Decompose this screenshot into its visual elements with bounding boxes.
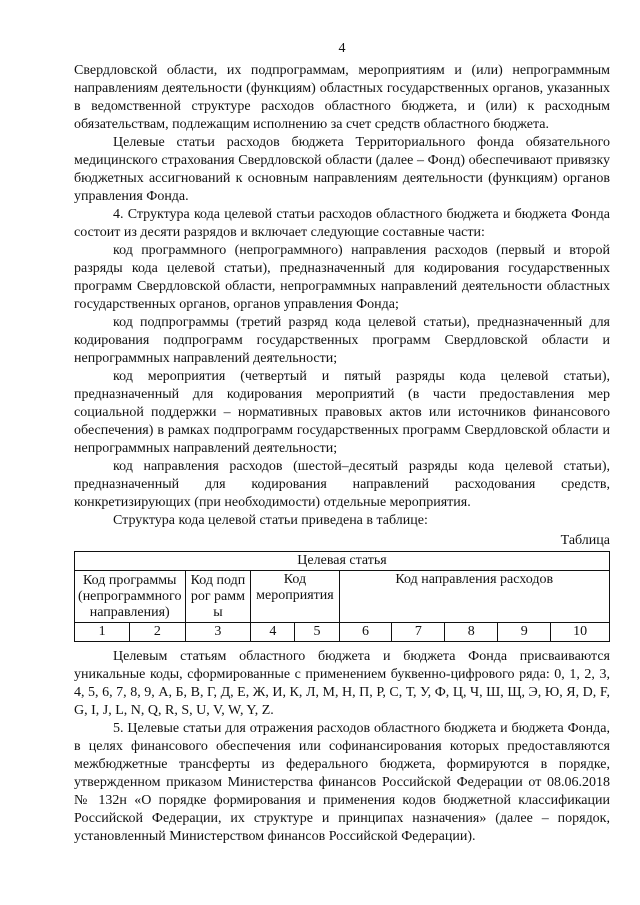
document-page <box>74 40 610 846</box>
paragraph-structure-intro: 4. Структура кода целевой статьи расходов областного бюджета и бюджета Фонда состоит из десяти разрядов и включает следующие составные части: <box>74 207 610 240</box>
paragraph-subprogram-code: код подпрограммы (третий разряд кода целевой статьи), предназначенный для кодирования подпрограмм государственных программ Свердловской области и непрограммных направлений деятельности; <box>74 315 610 366</box>
table-header-title: Целевая статья <box>75 552 610 571</box>
table-digit-cell: 3 <box>185 623 251 642</box>
paragraph-event-code: код мероприятия (четвертый и пятый разряды кода целевой статьи), предназначенный для кодирования мероприятий (в части предоставления мер социальной поддержки – нормативных правовых актов или источников финансового обеспечения) в рамках подпрограмм государственных программ Свердловской области и непрограммных направлений деятельности; <box>74 369 610 456</box>
table-digit-cell: 6 <box>339 623 392 642</box>
paragraph-table-intro: Структура кода целевой статьи приведена в таблице: <box>113 513 428 528</box>
paragraph-program-code: код программного (непрограммного) направления расходов (первый и второй разряды кода целевой статьи), предназначенный для кодирования государственных программ Свердловской области, непрограммных направлений деятельности областных государственных органов, органов управления Фонда; <box>74 243 610 312</box>
table-digit-cell: 10 <box>551 623 610 642</box>
table-digit-cell: 8 <box>445 623 498 642</box>
table-digit-cell: 1 <box>75 623 130 642</box>
paragraph-fund-target-articles: Целевые статьи расходов бюджета Территориального фонда обязательного медицинского страхования Свердловской области (далее – Фонд) обеспечивают привязку бюджетных ассигнований к основным направлениям деятельности (функциям) органов управления Фонда. <box>74 135 610 204</box>
table-group-program: Код программы (непрограммного направления) <box>75 571 186 623</box>
table-group-subprogram: Код подпрог раммы <box>185 571 251 623</box>
table-group-direction: Код направления расходов <box>339 571 609 623</box>
paragraph-unique-codes: Целевым статьям областного бюджета и бюджета Фонда присваиваются уникальные коды, сформированные с применением буквенно-цифрового ряда: 0, 1, 2, 3, 4, 5, 6, 7, 8, 9, А, Б, В, Г, Д, Е, Ж, И, К, Л, М, Н, П, Р, С, Т, У, Ф, Ц, Ч, Ш, Щ, Э, Ю, Я, D, F, G, I, J, L, N, Q, R, S, U, V, W, Y, Z. <box>74 649 610 718</box>
table-digit-cell: 4 <box>251 623 295 642</box>
paragraph-direction-code: код направления расходов (шестой–десятый разряды кода целевой статьи), предназначенный для кодирования направлений расходования средств, конкретизирующих (при необходимости) отдельные мероприятия. <box>74 459 610 510</box>
table-digit-cell: 2 <box>130 623 185 642</box>
table-digit-cell: 9 <box>498 623 551 642</box>
paragraph-continuation: Свердловской области, их подпрограммам, мероприятиям и (или) непрограммным направлениям деятельности (функциям) областных государственных органов, указанных в ведомственной структуре расходов областного бюджета, и (или) к расходным обязательствам, подлежащим исполнению за счет средств областного бюджета. <box>74 63 610 132</box>
table-caption: Таблица <box>560 533 610 548</box>
table-digit-cell: 7 <box>392 623 445 642</box>
page-number: 4 <box>338 41 346 56</box>
table-digit-cell: 5 <box>295 623 339 642</box>
table-group-event: Код мероприятия <box>251 571 339 623</box>
paragraph-federal-transfers: 5. Целевые статьи для отражения расходов областного бюджета и бюджета Фонда, в целях финансового обеспечения или софинансирования которых предоставляются межбюджетные трансферты из федерального бюджета, формируются в порядке, утвержденном приказом Министерства финансов Российской Федерации от 08.06.2018 № 132н «О порядке формирования и применения кодов бюджетной классификации Российской Федерации, их структуре и принципах назначения» (далее – порядок, установленный Министерством финансов Российской Федерации). <box>74 721 610 844</box>
target-article-code-table <box>74 551 610 642</box>
